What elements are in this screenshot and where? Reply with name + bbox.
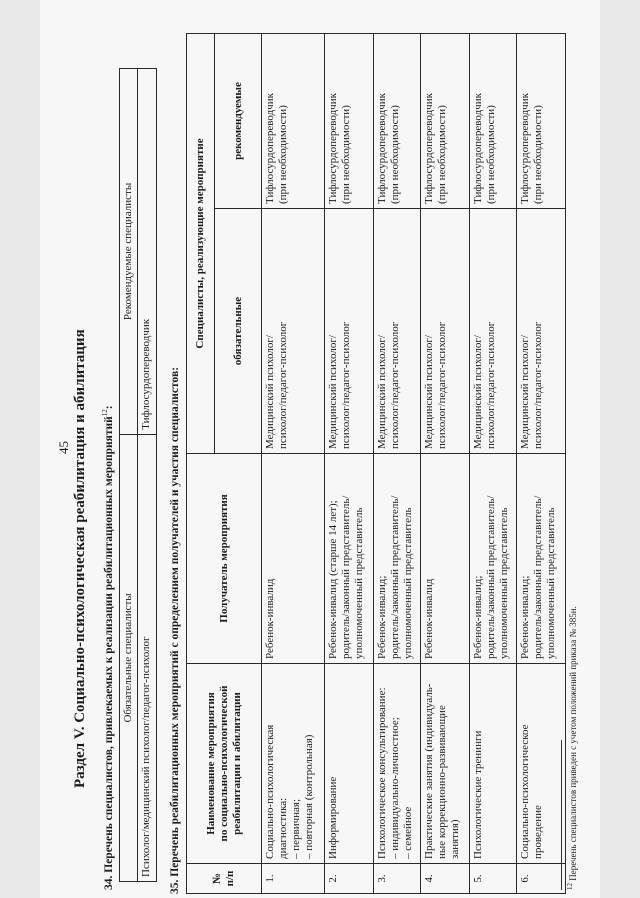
cell-num: 1. (262, 864, 325, 894)
header-recipient: Получатель мероприятия (187, 454, 262, 664)
cell-required-specialists: Психолог/медицинский психолог/педагог-психолог (138, 434, 157, 881)
section-35-title: 35. Перечень реабилитационных мероприятий с определением получателей и участия специалистов: (169, 366, 181, 894)
cell-measure-name: Информирование (325, 664, 374, 864)
cell-recipient: Ребенок-инвалид (421, 454, 470, 664)
cell-num: 3. (374, 864, 421, 894)
header-recommended: рекомендуемые (215, 33, 262, 208)
cell-recommended: Тифлосурдопереводчик (при необходимости) (470, 33, 517, 208)
section-34-title: 34. Перечень специалистов, привлекаемых к реализации реабилитационных мероприятий$^{12}$: (101, 405, 115, 890)
table-row (470, 33, 517, 893)
header-required: обязательные (215, 209, 262, 454)
cell-num: 2. (325, 864, 374, 894)
rotated-page-content (40, 0, 600, 898)
cell-recommended: Тифлосурдопереводчик (при необходимости) (262, 33, 325, 208)
cell-num: 5. (470, 864, 517, 894)
cell-recommended: Тифлосурдопереводчик (при необходимости) (374, 33, 421, 208)
cell-required: Медицинский психолог/ психолог/педагог-психолог (517, 209, 566, 454)
cell-num: 6. (517, 864, 566, 894)
cell-recipient: Ребенок-инвалид (старше 14 лет); родитель/законный представитель/ уполномоченный представитель (325, 454, 374, 664)
cell-measure-name: Социально-психологическая диагностика: – первичная; – повторная (контрольная) (262, 664, 325, 864)
table-row (421, 33, 470, 893)
header-required-specialists: Обязательные специалисты (120, 434, 138, 881)
cell-required: Медицинский психолог/ психолог/педагог-психолог (262, 209, 325, 454)
cell-required: Медицинский психолог/ психолог/педагог-психолог (470, 209, 517, 454)
cell-recommended: Тифлосурдопереводчик (при необходимости) (517, 33, 566, 208)
table-row (262, 33, 325, 893)
specialists-table (119, 68, 157, 882)
cell-recommended-specialists: Тифлосурдопереводчик (138, 69, 157, 435)
page-number: 45 (56, 441, 71, 454)
cell-recipient: Ребенок-инвалид; родитель/законный представитель/ уполномоченный представитель (517, 454, 566, 664)
cell-recipient: Ребенок-инвалид; родитель/законный представитель/ уполномоченный представитель (374, 454, 421, 664)
cell-required: Медицинский психолог/ психолог/педагог-психолог (421, 209, 470, 454)
footnote-divider (561, 740, 562, 890)
cell-required: Медицинский психолог/ психолог/педагог-психолог (325, 209, 374, 454)
cell-measure-name: Социально-психологическое проведение (517, 664, 566, 864)
cell-recipient: Ребенок-инвалид; родитель/законный представитель/ уполномоченный представитель (470, 454, 517, 664)
cell-measure-name: Психологические тренинги (470, 664, 517, 864)
header-specialists: Специалисты, реализующие мероприятие (187, 33, 215, 453)
footnote: $^{12}$ Перечень специалистов приведен с учетом положений приказа № 385н. (566, 606, 578, 890)
header-recommended-specialists: Рекомендуемые специалисты (120, 69, 138, 435)
cell-measure-name: Психологическое консультирование: – индивидуально-личностное; – семейное (374, 664, 421, 864)
cell-num: 4. (421, 864, 470, 894)
table-row (374, 33, 421, 893)
cell-measure-name: Практические занятия (индивидуаль- ные коррекционно-развивающие занятия) (421, 664, 470, 864)
header-num: № п/п (187, 864, 262, 894)
cell-recipient: Ребенок-инвалид (262, 454, 325, 664)
section-title: Раздел V. Социально-психологическая реабилитация и абилитация (72, 329, 88, 788)
header-measure-name: Наименование мероприятия по социально-психологической реабилитации и абилитации (187, 664, 262, 864)
table-row (517, 33, 566, 893)
rehabilitation-measures-table (186, 33, 566, 894)
table-row (325, 33, 374, 893)
cell-recommended: Тифлосурдопереводчик (при необходимости) (421, 33, 470, 208)
cell-recommended: Тифлосурдопереводчик (при необходимости) (325, 33, 374, 208)
footnote-ref: 12 (101, 409, 109, 417)
cell-required: Медицинский психолог/ психолог/педагог-психолог (374, 209, 421, 454)
